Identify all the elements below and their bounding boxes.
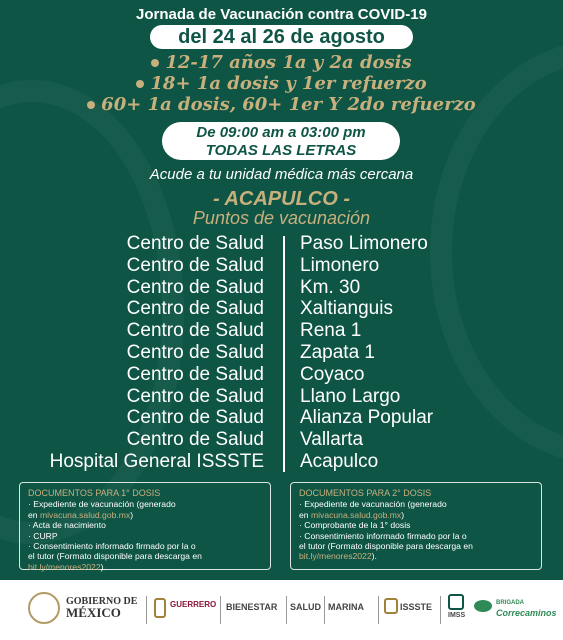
hours-text: De 09:00 am a 03:00 pm [196,124,366,141]
list-item [0,407,563,429]
doc-item: el tutor (Formato disponible para descarga en [28,551,202,562]
doc-item: · Comprobante de la 1° dosis [299,520,411,531]
bullet-icon [151,59,159,67]
bullet-icon [136,80,144,88]
poster-title: Jornada de Vacunación contra COVID-19 [136,6,427,23]
footer-divider [146,596,147,624]
doc-item: · Acta de nacimiento [28,520,106,531]
dates-banner: del 24 al 26 de agosto [150,25,413,49]
list-item [0,386,563,408]
footer-divider [378,596,379,624]
consent-form-link[interactable]: bit.ly/menores2022 [299,551,372,562]
salud-logo: SALUD [290,602,321,612]
list-item [0,429,563,451]
unit-name: Coyaco [300,363,365,385]
unit-type: Centro de Salud [126,407,264,429]
guerrero-shield-icon [154,598,166,618]
doc-item: · Expediente de vacunación (generado [28,499,176,510]
brigada-logo-icon [474,600,492,612]
doc-item: en mivacuna.salud.gob.mx) [28,509,134,520]
unit-name: Alianza Popular [300,407,434,429]
guerrero-logo: GUERRERO [170,600,217,609]
footer-divider [324,596,325,624]
unit-type: Centro de Salud [126,341,264,363]
docs-title: DOCUMENTOS PARA 1° DOSIS [28,488,161,498]
issste-emblem-icon [384,598,398,614]
age-group-2: 18+ 1a dosis y 1er refuerzo [0,73,563,94]
doc-item: bit.ly/menores2022). [299,551,377,562]
list-item [0,320,563,342]
unit-name: Km. 30 [300,276,361,298]
letters-text: TODAS LAS LETRAS [205,142,357,159]
section-subtitle: Puntos de vacunación [192,208,371,228]
doc-item: en mivacuna.salud.gob.mx) [299,509,405,520]
first-dose-documents [19,482,271,570]
brigada-correcaminos-logo: BRIGADA Correcaminos [496,600,557,618]
unit-name: Llano Largo [300,385,401,407]
unit-type: Centro de Salud [126,276,264,298]
unit-type: Centro de Salud [126,363,264,385]
unit-type: Hospital General ISSSTE [49,450,264,472]
imss-emblem-icon [448,594,464,610]
list-item [0,364,563,386]
footer-divider [440,596,441,624]
docs-title: DOCUMENTOS PARA 2° DOSIS [299,488,432,498]
doc-item: · CURP [28,530,58,541]
unit-name: Limonero [300,254,380,276]
unit-name: Acapulco [300,450,379,472]
bienestar-logo: BIENESTAR [226,602,278,612]
unit-type: Centro de Salud [126,233,264,254]
gobierno-mexico-logo: GOBIERNO DE MÉXICO [66,596,138,620]
age-group-1: 12-17 años 1a y 2a dosis [0,52,563,73]
unit-name: Paso Limonero [300,233,428,254]
unit-type: Centro de Salud [126,429,264,451]
unit-type: Centro de Salud [126,254,264,276]
list-item [0,233,563,255]
doc-item: · Consentimiento informado firmado por la o [299,530,467,541]
footer-divider [220,596,221,624]
footer-logos [0,580,563,640]
bullet-icon [87,101,95,109]
instruction-text: Acude a tu unidad médica más cercana [149,166,414,183]
issste-logo: ISSSTE [400,602,433,612]
vaccine-site-link[interactable]: mivacuna.salud.gob.mx [310,509,402,520]
city-name: - ACAPULCO - [212,188,351,210]
doc-item: · Consentimiento informado firmado por la o [28,541,196,552]
second-dose-documents [290,482,542,570]
list-item [0,255,563,277]
list-item [0,342,563,364]
consent-form-link[interactable]: bit.ly/menores2022 [28,561,101,572]
doc-item: el tutor (Formato disponible para descarga en [299,541,473,552]
vaccination-points-list [0,233,563,473]
unit-name: Xaltianguis [300,298,393,320]
doc-item: · Expediente de vacunación (generado [299,499,447,510]
unit-type: Centro de Salud [126,385,264,407]
marina-logo: MARINA [328,602,364,612]
vaccine-site-link[interactable]: mivacuna.salud.gob.mx [39,509,131,520]
imss-logo: IMSS [448,612,466,619]
national-seal-icon [28,592,60,624]
list-item [0,298,563,320]
list-item [0,451,563,473]
unit-name: Rena 1 [300,320,362,342]
hours-banner [162,122,400,160]
footer-divider [286,596,287,624]
age-group-3: 60+ 1a dosis, 60+ 1er Y 2do refuerzo [0,94,563,115]
unit-name: Zapata 1 [300,341,375,363]
list-item [0,277,563,299]
unit-name: Vallarta [300,429,364,451]
doc-item: bit.ly/menores2022). [28,561,106,572]
unit-type: Centro de Salud [126,298,264,320]
unit-type: Centro de Salud [126,320,264,342]
